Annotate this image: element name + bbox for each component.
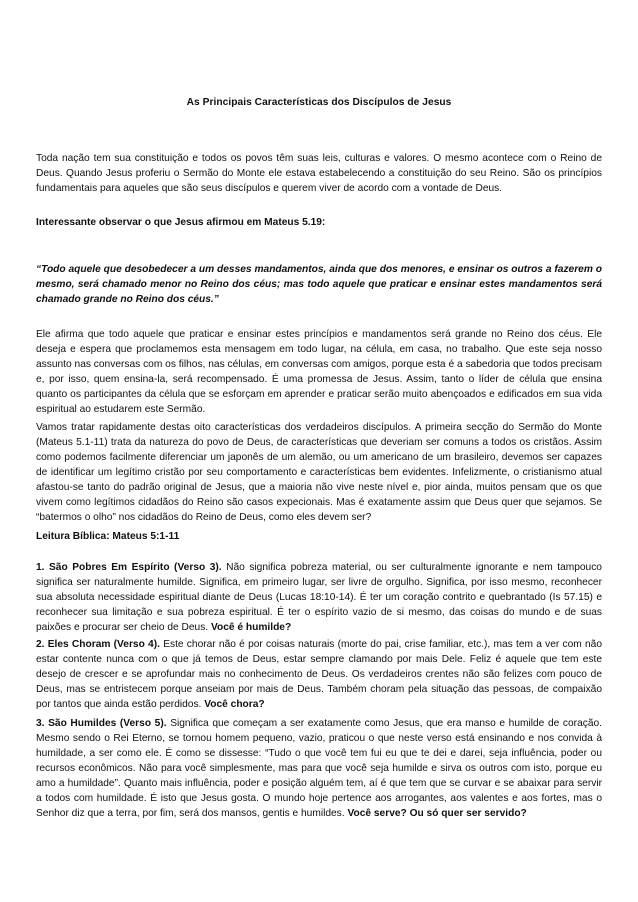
quote-block	[36, 262, 602, 307]
item-2-question: Você chora?	[204, 699, 265, 710]
item-2	[36, 637, 602, 712]
reading-heading-text: Leitura Bíblica: Mateus 5:1-11	[36, 531, 180, 542]
interest-heading-text: Interessante observar o que Jesus afirmou em Mateus 5.19:	[36, 217, 326, 228]
item-3	[36, 716, 602, 821]
paragraph-3	[36, 420, 602, 525]
item-2-heading: 2. Eles Choram (Verso 4).	[36, 639, 160, 650]
item-3-question: Você serve? Ou só quer ser servido?	[347, 808, 527, 819]
paragraph-2-text: Ele afirma que todo aquele que praticar e ensinar estes princípios e mandamentos será grande no Reino dos céus. Ele deseja e espera que proclamemos esta mensagem em todo lugar, na célula, em casa, no trabalho. Que este seja nosso assunto nas conversas com os filhos, nas células, em conversas com amigos, porque esta é a sabedoria que todos precisam e, por isso, quem ensina-la, será recompensado. É uma promessa de Jesus. Assim, tanto o líder de célula que ensina quanto os participantes da célula que se esforçam em aprender e praticar serão muito abençoados e edificados em sua vida espiritual ao estudarem este Sermão.	[36, 329, 602, 415]
reading-heading	[36, 529, 602, 544]
item-1	[36, 560, 602, 635]
interest-heading	[36, 215, 602, 230]
item-1-question: Você é humilde?	[211, 622, 292, 633]
item-3-text: Significa que começam a ser exatamente como Jesus, que era manso e humilde de coração. Mesmo sendo o Rei Eterno, se tornou homem pequeno, vazio, praticou o que neste verso está ensinando e nos convida à humildade, a ser como ele. É como se dissesse: “Tudo o que você tem fui eu que te dei e darei, seja influência, poder ou recursos econômicos. Não para você simplesmente, mas para que você seja humilde e sirva os outros com isto, porque eu amo a humildade”. Quanto mais influência, poder e posição alguém tem, aí é que tem que se curvar e se abaixar para servir a todos com humildade. É isto que Jesus gosta. O mundo hoje pertence aos arrogantes, aos valentes e aos fortes, mas o Senhor diz que a terra, por fim, será dos mansos, gentis e humildes.	[36, 718, 602, 819]
item-1-text: Não significa pobreza material, ou ser culturalmente ignorante e nem tampouco significa ser naturalmente humilde. Significa, em primeiro lugar, ser livre de orgulho. Significa, por isso mesmo, reconhecer sua absoluta necessidade espiritual diante de Deus (Lucas 18:10-14). É ter um coração contrito e quebrantado (Is 57.15) e reconhecer sua limitação e sua pobreza espiritual. É ter o espírito vazio de si mesmo, das coisas do mundo e de suas paixões e procurar ser cheio de Deus.	[36, 562, 602, 633]
item-3-heading: 3. São Humildes (Verso 5).	[36, 718, 167, 729]
quote-text: “Todo aquele que desobedecer a um desses mandamentos, ainda que dos menores, e ensinar os outros a fazerem o mesmo, será chamado menor no Reino dos céus; mas todo aquele que praticar e ensinar estes mandamentos será chamado grande no Reino dos céus.”	[36, 264, 602, 305]
paragraph-3-text: Vamos tratar rapidamente destas oito características dos verdadeiros discípulos. A primeira secção do Sermão do Monte (Mateus 5.1-11) trata da natureza do povo de Deus, de características que deveriam ser comuns a todos os cristãos. Assim como podemos facilmente diferenciar um japonês de um alemão, ou um americano de um brasileiro, devemos ser capazes de identificar um legítimo cristão por seu comportamento e características bem evidentes. Infelizmente, o cristianismo atual afastou-se tanto do padrão original de Jesus, que a maioria não vive neste nível e, pior ainda, muitos pensam que os que vivem como legítimos cidadãos do Reino são casos expecionais. Mas é exatamente assim que Deus quer que sejamos. Se “batermos o olho” nos cidadãos do Reino de Deus, como eles devem ser?	[36, 422, 602, 523]
intro-paragraph	[36, 151, 602, 196]
intro-text: Toda nação tem sua constituição e todos os povos têm suas leis, culturas e valores. O mesmo acontece com o Reino de Deus. Quando Jesus proferiu o Sermão do Monte ele estava estabelecendo a constituição do seu Reino. São os princípios fundamentais para aqueles que são seus discípulos e querem viver de acordo com a vontade de Deus.	[36, 153, 602, 194]
item-1-heading: 1. São Pobres Em Espírito (Verso 3).	[36, 562, 222, 573]
paragraph-2	[36, 327, 602, 417]
item-2-text: Este chorar não é por coisas naturais (morte do pai, crise familiar, etc.), mas tem a ver com não estar contente nunca com o que já temos de Deus, estar sempre clamando por mais Dele. Feliz é aquele que tem este desejo de crescer e se aprofundar mais no conhecimento de Deus. Os verdadeiros crentes não são felizes com pouco de Deus, mas se entristecem porque anseiam por mais de Deus. Também choram pela situação das pessoas, de compaixão por tantos que ainda estão perdidos.	[36, 639, 602, 710]
page-title: As Principais Características dos Discípulos de Jesus	[186, 97, 452, 108]
